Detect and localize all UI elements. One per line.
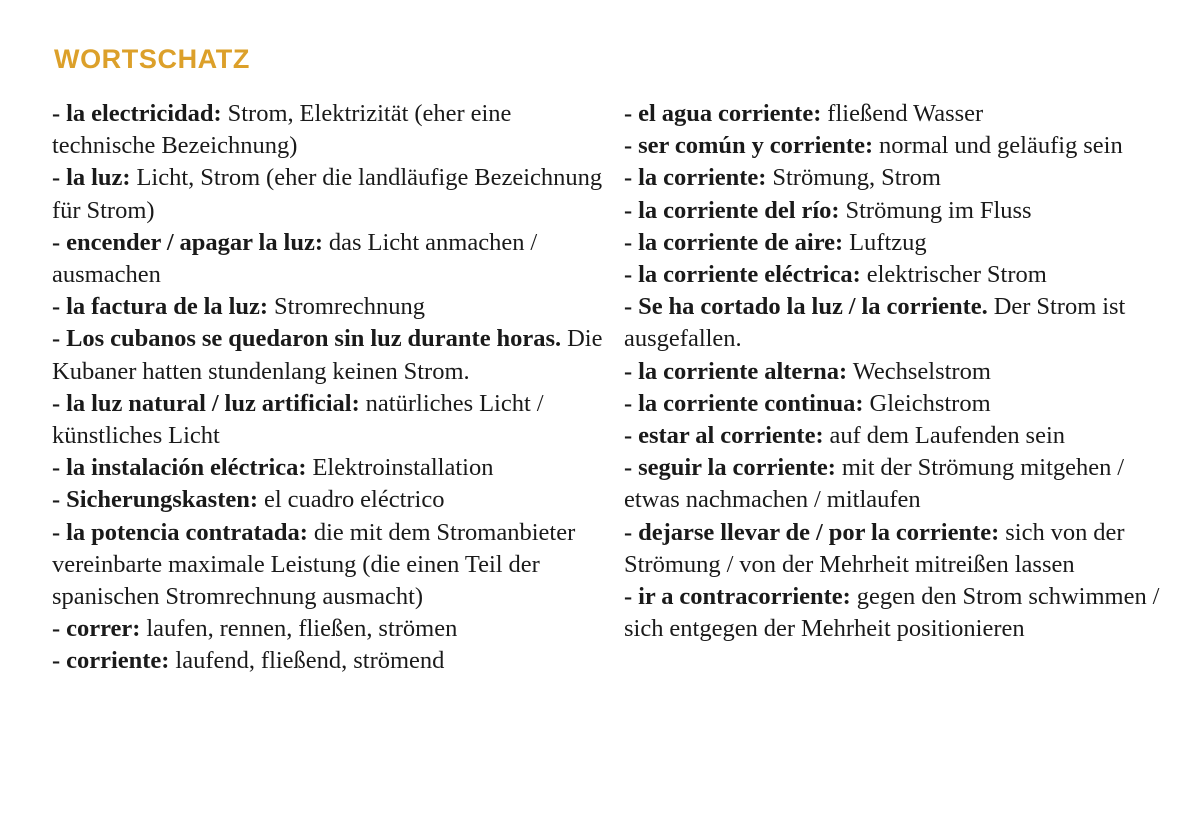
entry-gloss: Wechselstrom xyxy=(847,357,991,385)
vocabulary-entry xyxy=(52,613,606,645)
entry-gloss: normal und geläufig sein xyxy=(873,132,1123,160)
entry-term: corriente: xyxy=(66,647,170,675)
entry-bullet: - xyxy=(52,325,67,353)
entry-gloss: gegen den Strom schwimmen / sich entgegen der Mehrheit positionieren xyxy=(624,583,1160,643)
entry-gloss: Gleichstrom xyxy=(863,389,991,417)
entry-bullet: - xyxy=(52,389,67,417)
entry-gloss: die mit dem Stromanbieter vereinbarte maximale Leistung (die einen Teil der spanischen Stromrechnung ausmacht) xyxy=(52,518,576,611)
vocabulary-entry xyxy=(52,162,606,226)
entry-gloss: Strom, Elektrizität (eher eine technische Bezeichnung) xyxy=(52,100,512,160)
vocabulary-entry xyxy=(624,420,1160,452)
entry-bullet: - xyxy=(52,100,67,127)
vocabulary-entry xyxy=(52,517,606,614)
vocabulary-entry xyxy=(624,356,1160,388)
entry-bullet: - xyxy=(52,293,67,321)
vocabulary-entry xyxy=(624,452,1160,516)
entry-term: la potencia contratada: xyxy=(66,518,308,546)
vocabulary-entry xyxy=(624,259,1160,291)
entry-term: la corriente del río: xyxy=(638,196,840,224)
entry-gloss: Luftzug xyxy=(843,228,927,256)
entry-term: ir a contracorriente: xyxy=(638,583,851,611)
entry-gloss: Elektroinstallation xyxy=(306,454,494,482)
vocabulary-entry xyxy=(624,130,1160,162)
entry-bullet: - xyxy=(624,261,639,289)
entry-bullet: - xyxy=(624,196,639,224)
vocabulary-entry xyxy=(52,388,606,452)
entry-bullet: - xyxy=(624,357,639,385)
entry-gloss: laufen, rennen, fließen, strömen xyxy=(140,615,458,643)
entry-term: la corriente alterna: xyxy=(638,357,848,385)
left-column-entries xyxy=(52,98,606,678)
entry-term: la luz: xyxy=(66,164,131,192)
entry-gloss: el cuadro eléctrico xyxy=(258,486,445,514)
entry-bullet: - xyxy=(624,422,639,450)
entry-bullet: - xyxy=(624,132,639,160)
entry-term: la luz natural / luz artificial: xyxy=(66,389,360,417)
entry-term: Se ha cortado la luz / la corriente. xyxy=(638,293,988,321)
vocabulary-entry xyxy=(52,98,606,162)
vocabulary-entry xyxy=(624,517,1160,581)
entry-term: la instalación eléctrica: xyxy=(66,454,307,482)
entry-term: dejarse llevar de / por la corriente: xyxy=(638,518,1000,546)
entry-gloss: elektrischer Strom xyxy=(860,261,1047,289)
entry-bullet: - xyxy=(52,164,67,192)
entry-gloss: fließend Wasser xyxy=(821,100,984,127)
entry-term: encender / apagar la luz: xyxy=(66,228,323,256)
entry-term: la corriente: xyxy=(638,164,767,192)
entry-gloss: das Licht anmachen / ausmachen xyxy=(52,228,538,289)
entry-bullet: - xyxy=(624,100,639,127)
entry-term: la corriente de aire: xyxy=(638,228,844,256)
vocabulary-entry xyxy=(624,291,1160,355)
entry-gloss: auf dem Laufenden sein xyxy=(823,422,1066,450)
vocabulary-entry xyxy=(52,452,606,484)
entry-gloss: Licht, Strom (eher die landläufige Bezeichnung für Strom) xyxy=(52,164,603,224)
right-column-entries xyxy=(624,98,1160,645)
vocabulary-entry xyxy=(624,227,1160,259)
entry-gloss: sich von der Strömung / von der Mehrheit mitreißen lassen xyxy=(624,518,1125,578)
vocabulary-entry xyxy=(52,645,606,677)
entry-term: Sicherungskasten: xyxy=(66,486,259,514)
entry-bullet: - xyxy=(624,454,639,482)
vocabulary-entry xyxy=(624,162,1160,194)
entry-term: ser común y corriente: xyxy=(638,132,874,160)
entry-bullet: - xyxy=(52,486,67,514)
vocabulary-entry xyxy=(624,581,1160,645)
entry-bullet: - xyxy=(624,389,639,417)
vocabulary-entry xyxy=(52,484,606,516)
entry-gloss: Stromrechnung xyxy=(268,293,426,321)
entry-term: la factura de la luz: xyxy=(66,293,269,321)
entry-term: la corriente eléctrica: xyxy=(638,261,861,289)
entry-bullet: - xyxy=(52,518,67,546)
entry-bullet: - xyxy=(624,518,639,546)
entry-gloss: Strömung, Strom xyxy=(766,164,941,192)
entry-bullet: - xyxy=(52,454,67,482)
vocabulary-entry xyxy=(52,323,606,387)
page-title: WORTSCHATZ xyxy=(54,44,250,75)
vocabulary-entry xyxy=(624,98,1160,130)
entry-term: la electricidad: xyxy=(66,100,222,127)
entry-term: seguir la corriente: xyxy=(638,454,836,482)
entry-term: correr: xyxy=(66,615,141,643)
entry-bullet: - xyxy=(624,583,639,611)
vocabulary-columns xyxy=(0,98,1200,678)
left-column xyxy=(0,98,624,678)
entry-term: estar al corriente: xyxy=(638,422,824,450)
entry-gloss: laufend, fließend, strömend xyxy=(169,647,445,675)
entry-bullet: - xyxy=(624,228,639,256)
entry-gloss: Der Strom ist ausgefallen. xyxy=(624,293,1126,353)
entry-bullet: - xyxy=(52,615,67,643)
right-column xyxy=(624,98,1200,645)
vocabulary-entry xyxy=(52,291,606,323)
entry-gloss: Strömung im Fluss xyxy=(839,196,1032,224)
vocabulary-entry xyxy=(624,195,1160,227)
entry-bullet: - xyxy=(624,164,639,192)
vocabulary-entry xyxy=(624,388,1160,420)
entry-term: el agua corriente: xyxy=(638,100,822,127)
entry-gloss: Die Kubaner hatten stundenlang keinen Strom. xyxy=(52,325,603,385)
vocabulary-entry xyxy=(52,227,606,291)
entry-gloss: mit der Strömung mitgehen / etwas nachmachen / mitlaufen xyxy=(624,454,1125,514)
entry-bullet: - xyxy=(52,647,67,675)
entry-gloss: natürliches Licht / künstliches Licht xyxy=(52,389,544,450)
entry-bullet: - xyxy=(624,293,639,321)
entry-term: Los cubanos se quedaron sin luz durante horas. xyxy=(66,325,562,353)
entry-bullet: - xyxy=(52,228,67,256)
entry-term: la corriente continua: xyxy=(638,389,864,417)
